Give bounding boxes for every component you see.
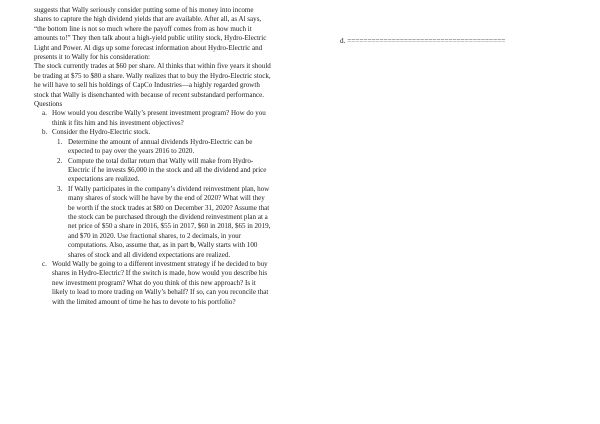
document-left-column	[34, 6, 272, 307]
question-c-text: Would Wally be going to a different investment strategy if he decided to buy shares in Hydro-Electric? If the switch is made, how would you describe his new investment program? What do you think of this new approach? Is it likely to lead to more trading on Wally’s behalf? If so, can you reconcile that with the limited amount of time he has to devote to his portfolio?	[52, 259, 269, 306]
question-a	[34, 109, 272, 128]
question-b2-number: 2.	[57, 156, 63, 165]
question-b	[34, 128, 272, 260]
question-b2-text: Compute the total dollar return that Wally will make from Hydro-Electric if he invests $6,000 in the stock and all the dividend and price expectations are realized.	[68, 156, 267, 184]
questions-list	[34, 109, 272, 307]
question-d-label: d.	[340, 37, 346, 45]
question-c-label: c.	[42, 259, 47, 268]
question-b1	[52, 138, 272, 157]
question-a-label: a.	[42, 109, 47, 118]
question-b-text: Consider the Hydro-Electric stock.	[52, 128, 151, 137]
intro-paragraph: suggests that Wally seriously consider putting some of his money into income shares to capture the high dividend yields that are available. After all, as Al says, “the bottom line is not so much where the payoff comes from as how much it amounts to!” They then talk about a high-yield public utility stock, Hydro-Electric Light and Power. Al digs up some forecast information about Hydro-Electric and presents it to Wally for his consideration:	[34, 6, 267, 62]
question-a-text: How would you describe Wally’s present investment program? How do you think it fits him and his investment objectives?	[52, 109, 266, 127]
question-b3	[52, 185, 272, 260]
question-b2	[52, 157, 272, 185]
question-c	[34, 260, 272, 307]
question-b3-text-end: , Wally starts with 100 shares of stock and all dividend expectations are realized.	[68, 241, 258, 259]
question-d-rule: =======================================	[347, 37, 506, 45]
question-b1-number: 1.	[57, 137, 63, 146]
question-b-label: b.	[42, 128, 48, 137]
question-b3-text-start: If Wally participates in the company’s dividend reinvestment plan, how many shares of stock will he have by the end of 2020? What will they be worth if the stock trades at $80 on December 31, 2020? Assume that the stock can be purchased through the dividend reinvestment plan at a net price of $50 a share in 2016, $55 in 2017, $60 in 2018, $65 in 2019, and $70 in 2020. Use fractional shares, to 2 decimals, in your computations. Also, assume that, as in part	[68, 184, 271, 250]
questions-heading: Questions	[34, 100, 63, 109]
question-d-line	[340, 37, 555, 46]
question-b3-number: 3.	[57, 184, 63, 193]
question-b-subparts	[52, 138, 272, 260]
question-b3-part-ref: b	[190, 241, 195, 250]
question-b1-text: Determine the amount of annual dividends Hydro-Electric can be expected to pay over the years 2016 to 2020.	[68, 137, 253, 156]
stock-forecast-paragraph: The stock currently trades at $60 per share. Al thinks that within five years it should be trading at $75 to $80 a share. Wally realizes that to buy the Hydro-Electric stock, he will have to sell his holdings of CapCo Industries—a highly regarded growth stock that Wally is disenchanted with because of recent substandard performance.	[34, 62, 271, 99]
